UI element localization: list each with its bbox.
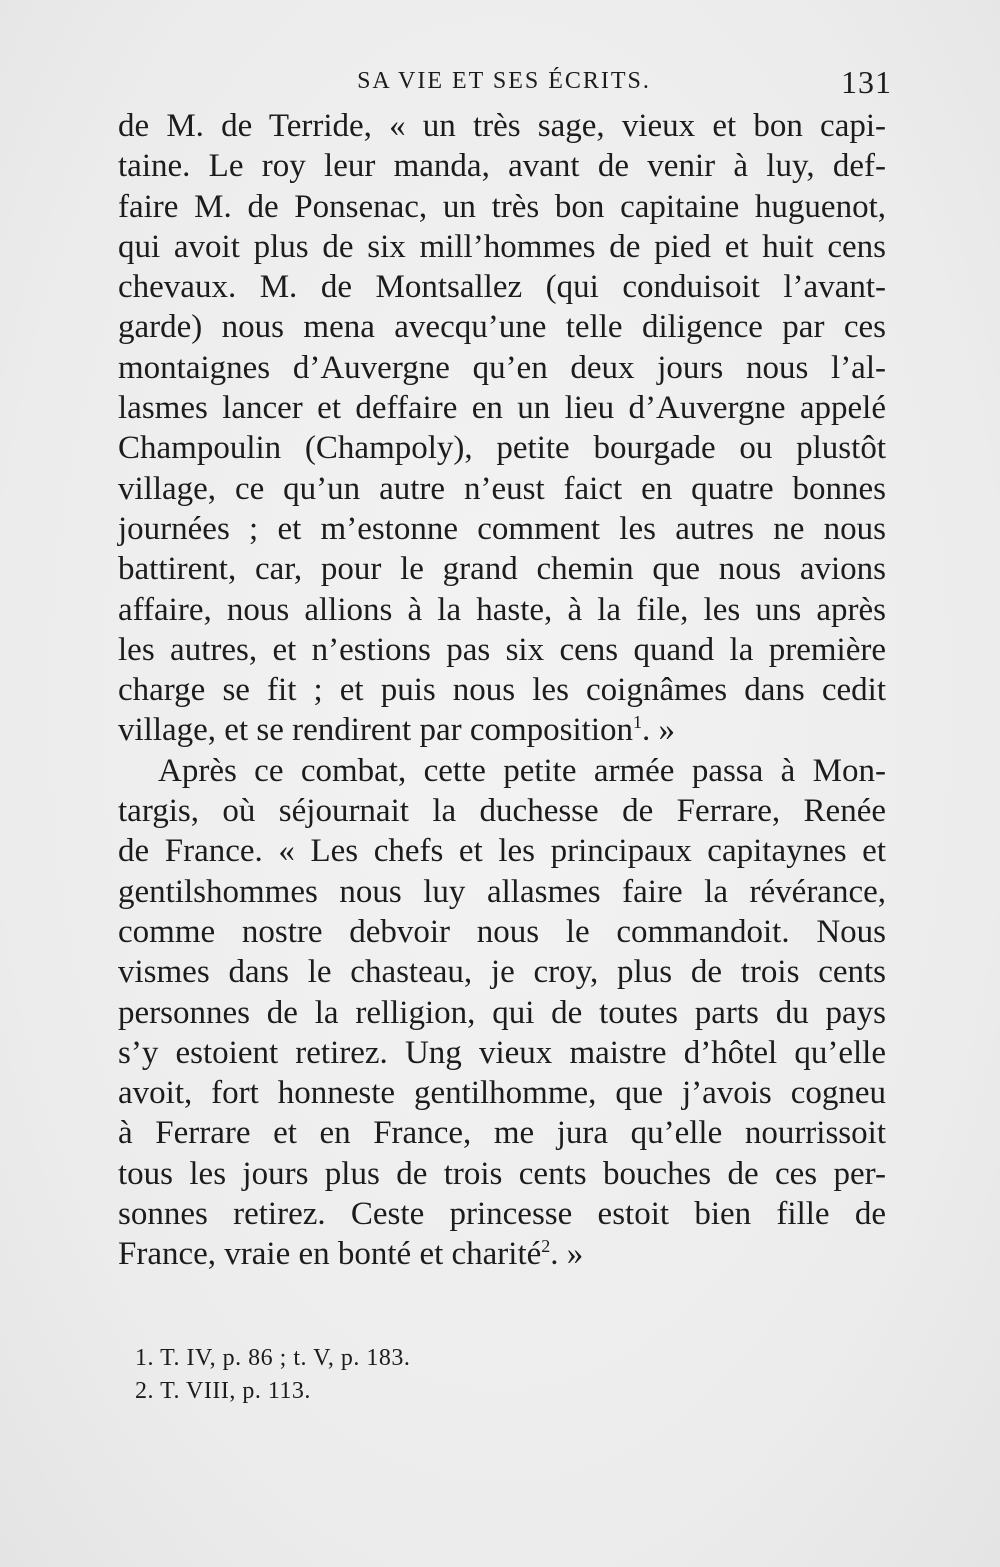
text-line (118, 872, 886, 912)
line-text: les autres, et n’estions pas six cens quand la première (118, 631, 886, 668)
page-number: 131 (841, 64, 892, 100)
running-title: SA VIE ET SES ÉCRITS. (357, 68, 651, 94)
line-text: avoit, fort honneste gentilhomme, que j’avois cogneu (118, 1075, 886, 1112)
text-line (118, 509, 886, 549)
text-line (118, 227, 886, 267)
line-text: lasmes lancer et deffaire en un lieu d’Auvergne appelé (118, 390, 886, 427)
text-line (118, 187, 886, 227)
text-line (118, 1194, 886, 1234)
text-line (118, 549, 886, 589)
line-text: garde) nous mena avecqu’une telle diligence par ces (118, 309, 886, 346)
text-line (118, 1234, 886, 1274)
text-line (118, 791, 886, 831)
line-text: Champoulin (Champoly), petite bourgade ou plustôt (118, 430, 886, 467)
line-text: à Ferrare et en France, me jura qu’elle nourrissoit (118, 1115, 886, 1152)
line-text: chevaux. M. de Montsallez (qui conduisoit l’avant- (118, 269, 886, 306)
line-text: sonnes retirez. Ceste princesse estoit bien fille de (118, 1196, 886, 1233)
text-line (118, 267, 886, 307)
line-text: de M. de Terride, « un très sage, vieux et bon capi- (118, 108, 886, 144)
line-text: taine. Le roy leur manda, avant de venir à luy, def- (118, 148, 886, 185)
text-line (118, 670, 886, 710)
footnote-marker: 2 (541, 1236, 551, 1257)
footnotes (135, 1342, 635, 1408)
running-head (118, 64, 890, 104)
line-text: vismes dans le chasteau, je croy, plus de trois cents (118, 954, 886, 991)
text-line (118, 307, 886, 347)
text-line (118, 912, 886, 952)
footnote: 2. T. VIII, p. 113. (135, 1378, 311, 1404)
text-line (118, 1113, 886, 1153)
line-text: gentilshommes nous luy allasmes faire la révérance, (118, 873, 886, 910)
line-text: charge se fit ; et puis nous les coignâmes dans cedit (118, 672, 886, 709)
line-text: faire M. de Ponsenac, un très bon capitaine huguenot, (118, 188, 886, 225)
line-text: comme nostre debvoir nous le commandoit. Nous (118, 913, 886, 950)
line-text: affaire, nous allions à la haste, à la file, les uns après (118, 591, 886, 628)
text-line (118, 469, 886, 509)
body-text (118, 106, 886, 1275)
text-line (118, 751, 886, 791)
line-text: targis, où séjournait la duchesse de Ferrare, Renée (118, 793, 886, 830)
text-line (118, 1073, 886, 1113)
text-line (118, 1154, 886, 1194)
line-text: France, vraie en bonté et charité (118, 1236, 542, 1273)
text-line (118, 590, 886, 630)
line-text-tail: . » (550, 1236, 584, 1273)
line-text: village, et se rendirent par composition (118, 712, 634, 749)
text-line (118, 428, 886, 468)
line-text: de France. « Les chefs et les principaux capitaynes et (118, 833, 886, 870)
line-text: battirent, car, pour le grand chemin que nous avions (118, 551, 886, 588)
footnote-marker: 1 (633, 712, 643, 733)
line-text: tous les jours plus de trois cents bouches de ces per- (118, 1155, 886, 1192)
line-text: qui avoit plus de six mill’hommes de pied et huit cens (118, 228, 886, 265)
text-line (118, 952, 886, 992)
text-line (118, 146, 886, 186)
text-line (118, 388, 886, 428)
text-line (118, 831, 886, 871)
text-line (118, 348, 886, 388)
line-text: montaignes d’Auvergne qu’en deux jours nous l’al- (118, 349, 886, 386)
text-line (118, 630, 886, 670)
line-text: village, ce qu’un autre n’eust faict en quatre bonnes (118, 470, 886, 507)
line-text-tail: . » (642, 712, 676, 749)
line-text: personnes de la relligion, qui de toutes parts du pays (118, 994, 886, 1031)
line-text: Après ce combat, cette petite armée passa à Mon- (158, 752, 886, 789)
footnote: 1. T. IV, p. 86 ; t. V, p. 183. (135, 1345, 411, 1371)
text-line (118, 1033, 886, 1073)
line-text: journées ; et m’estonne comment les autres ne nous (118, 510, 886, 547)
text-line (118, 710, 886, 750)
line-text: s’y estoient retirez. Ung vieux maistre d’hôtel qu’elle (118, 1034, 886, 1071)
text-line (118, 106, 886, 146)
text-line (118, 993, 886, 1033)
